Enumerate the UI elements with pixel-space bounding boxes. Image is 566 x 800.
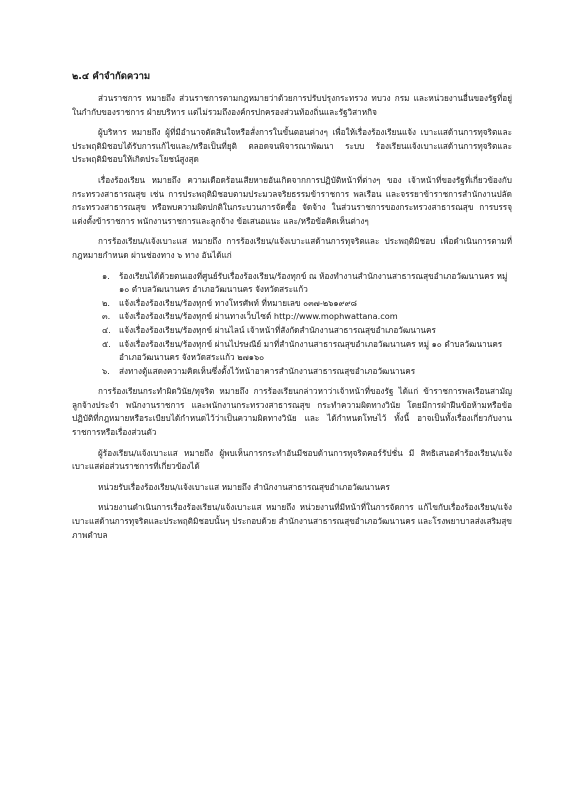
complaint-channel-list: [72, 270, 512, 379]
list-item-number: ๑.: [102, 270, 110, 281]
definition-receiving-unit: หน่วยรับเรื่องร้องเรียน/แจ้งเบาะแส หมายถึง สำนักงานสาธารณสุขอำเภอวัฒนานคร: [98, 481, 390, 492]
definition-executive: ผู้บริหาร หมายถึง ผู้ที่มีอำนาจตัดสินใจหรือสั่งการในขั้นตอนต่างๆ เพื่อให้เรื่องร้องเรียนแจ้ง เบาะแสด้านการทุจริตและประพฤติมิชอบได้รับการแก้ไขและ/หรือเป็นที่ยุติ ตลอดจนพิจารณาพัฒนา ระบบ ร้องเรียนแจ้งเบาะแสด้านการทุจริตและประพฤติมิชอบให้เกิดประโยชน์สูงสุด: [72, 127, 512, 165]
definition-complaint: เรื่องร้องเรียน หมายถึง ความเดือดร้อนเสียหายอันเกิดจากการปฏิบัติหน้าที่ต่างๆ ของ เจ้าหน้าที่ของรัฐที่เกี่ยวข้องกับกระทรวงสาธารณสุข เช่น การประพฤติมิชอบตามประมวลจริยธรรมข้าราชการ พลเรือน และจรรยาข้าราชการสำนักงานปลัดกระทรวงสาธารณสุข หรือพบความผิดปกติในกระบวนการจัดซื้อ จัดจ้าง ในส่วนราชการของกระทรวงสาธารณสุข การบรรจุแต่งตั้งข้าราชการ พนักงานราชการและลูกจ้าง ข้อเสนอแนะ และ/หรือข้อคิดเห็นต่างๆ: [72, 174, 512, 226]
list-item-text: ร้องเรียนได้ด้วยตนเองที่ศูนย์รับเรื่องร้องเรียน/ร้องทุกข์ ณ ห้องทำงานสำนักงานสาธารณสุขอำเภอวัฒนานคร หมู่ ๑๐ ตำบลวัฒนานคร อำเภอวัฒนานคร จังหวัดสระแก้ว: [119, 270, 508, 295]
list-item-text: ส่งทางตู้แสดงความคิดเห็นซึ่งตั้งไว้หน้าอาคารสำนักงานสาธารณสุขอำเภอวัฒนานคร: [119, 365, 416, 376]
list-item-text: แจ้งเรื่องร้องเรียน/ร้องทุกข์ ผ่านไปรษณีย์ มาที่สำนักงานสาธารณสุขอำเภอวัฒนานคร หมู่ ๑๐ ตำบลวัฒนานคร อำเภอวัฒนานคร จังหวัดสระแก้ว ๒๗๑๖๐: [119, 338, 503, 363]
section-heading: ๒.๔ คำจำกัดความ: [72, 71, 151, 82]
list-item: [72, 310, 512, 324]
list-item: [72, 297, 512, 311]
definition-processing-unit: หน่วยงานดำเนินการเรื่องร้องเรียน/แจ้งเบาะแส หมายถึง หน่วยงานที่มีหน้าที่ในการจัดการ แก้ไขกับเรื่องร้องเรียน/แจ้งเบาะแสด้านการทุจริตและประพฤติมิชอบนั้นๆ ประกอบด้วย สำนักงานสาธารณสุขอำเภอวัฒนานคร และโรงพยาบาลส่งเสริมสุขภาพตำบล: [72, 502, 512, 540]
list-item-number: ๒.: [102, 297, 110, 308]
list-item-text: แจ้งเรื่องร้องเรียน/ร้องทุกข์ ทางโทรศัพท์ ที่หมายเลข ๐๓๗-๒๖๑๙๙๘: [119, 297, 357, 308]
definition-government-agency: ส่วนราชการ หมายถึง ส่วนราชการตามกฎหมายว่าด้วยการปรับปรุงกระทรวง ทบวง กรม และหน่วยงานอื่นของรัฐที่อยู่ในกำกับของราชการ ฝ่ายบริหาร แต่ไม่รวมถึงองค์กรปกครองส่วนท้องถิ่นและรัฐวิสาหกิจ: [72, 93, 512, 117]
list-item-number: ๓.: [102, 311, 111, 322]
definition-misconduct-complaint: การร้องเรียนกระทำผิดวินัย/ทุจริต หมายถึง การร้องเรียนกล่าวหาว่าเจ้าหน้าที่ของรัฐ ได้แก่ ข้าราชการพลเรือนสามัญ ลูกจ้างประจำ พนักงานราชการ และพนักงานกระทรวงสาธารณสุข กระทำความผิดทางวินัย โดยมีการฝ่าฝืนข้อห้ามหรือข้อปฏิบัติที่กฎหมายหรือระเบียบได้กำหนดไว้ว่าเป็นความผิดทางวินัย และ ได้กำหนดโทษไว้ ทั้งนี้ อาจเป็นทั้งเรื่องเกี่ยวกับงานราชการหรือเรื่องส่วนตัว: [72, 386, 512, 438]
definition-complainant: ผู้ร้องเรียน/แจ้งเบาะแส หมายถึง ผู้พบเห็นการกระทำอันมีชอบด้านการทุจริตคอร์รัปชั่น มี สิทธิเสนอคำร้องเรียน/แจ้งเบาะแสต่อส่วนราชการที่เกี่ยวข้องได้: [72, 447, 512, 472]
list-item-text: แจ้งเรื่องร้องเรียน/ร้องทุกข์ ผ่านทางเว็บไซต์ http://www.mophwattana.com: [119, 311, 398, 322]
list-item-number: ๖.: [102, 365, 110, 376]
list-item-number: ๔.: [102, 324, 111, 335]
definition-complaint-reporting: การร้องเรียน/แจ้งเบาะแส หมายถึง การร้องเรียน/แจ้งเบาะแสด้านการทุจริตและ ประพฤติมิชอบ เพื่อดำเนินการตามที่กฎหมายกำหนด ผ่านช่องทาง ๖ ทาง อันได้แก่: [72, 236, 512, 260]
document-content: [72, 70, 512, 549]
list-item: [72, 324, 512, 338]
list-item: [72, 365, 512, 379]
list-item: [72, 270, 512, 297]
list-item-text: แจ้งเรื่องร้องเรียน/ร้องทุกข์ ผ่านไลน์ เจ้าหน้าที่สังกัดสำนักงานสาธารณสุขอำเภอวัฒนานคร: [119, 324, 436, 335]
list-item-number: ๕.: [102, 338, 111, 349]
list-item: [72, 338, 512, 365]
